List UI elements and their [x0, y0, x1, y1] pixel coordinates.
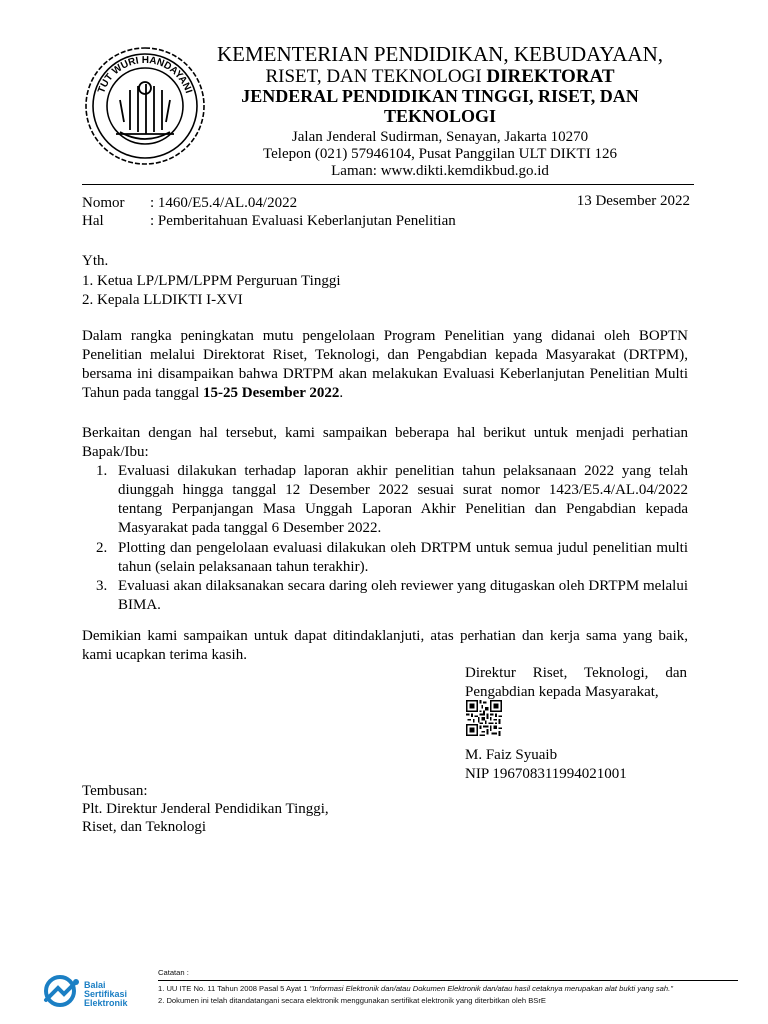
list-item — [96, 462, 688, 538]
salutation: Yth. — [82, 253, 109, 269]
recipient-item: 2. Kepala LLDIKTI I-XVI — [82, 292, 243, 308]
letterhead-directorate-cont: TEKNOLOGI — [383, 106, 497, 126]
nomor-label: Nomor — [82, 195, 125, 211]
letterhead-line2 — [215, 66, 665, 88]
signatory-nip: NIP 196708311994021001 — [465, 766, 627, 782]
footer-note-1-law: 1. UU ITE No. 11 Tahun 2008 Pasal 5 Ayat 1 — [158, 984, 310, 993]
paragraph-attention: Berkaitan dengan hal tersebut, kami sampaikan beberapa hal berikut untuk menjadi perhatian Bapak/Ibu: — [82, 425, 688, 460]
letterhead-phone: Telepon (021) 57946104, Pusat Panggilan ULT DIKTI 126 — [263, 146, 617, 162]
paragraph-intro-end: . — [339, 385, 344, 401]
letterhead-ministry: KEMENTERIAN PENDIDIKAN, KEBUDAYAAN, — [216, 42, 664, 66]
letterhead-line2-regular: RISET, DAN TEKNOLOGI — [265, 66, 487, 87]
letterhead-address: Jalan Jenderal Sudirman, Senayan, Jakarta 10270 — [291, 129, 589, 145]
letterhead-line2-bold: DIREKTORAT — [486, 66, 615, 87]
footer-note-1-quote: "Informasi Elektronik dan/atau Dokumen Elektronik dan/atau hasil cetaknya merupakan alat bukti yang sah." — [309, 984, 673, 993]
tembusan-label: Tembusan: — [82, 783, 148, 799]
list-item-text: Plotting dan pengelolaan evaluasi dilakukan oleh DRTPM untuk semua judul penelitian multi tahun (selain pelaksanaan tahun terakhir). — [118, 540, 688, 575]
hal-label: Hal — [82, 213, 104, 229]
bsre-logo-icon — [38, 974, 82, 1008]
list-item-number: 2. — [96, 540, 108, 556]
list-item-text: Evaluasi akan dilaksanakan secara daring oleh reviewer yang ditugaskan oleh DRTPM melalui BIMA. — [118, 578, 688, 613]
bsre-label: Elektronik — [84, 998, 128, 1008]
footer-divider — [158, 980, 738, 981]
tembusan-line: Plt. Direktur Jenderal Pendidikan Tinggi, — [82, 801, 329, 817]
hal-value: : Pemberitahuan Evaluasi Keberlanjutan Penelitian — [150, 213, 456, 229]
paragraph-intro — [82, 327, 688, 403]
list-item — [96, 539, 688, 577]
nomor-value: : 1460/E5.4/AL.04/2022 — [150, 195, 298, 211]
bsre-label: Balai — [84, 980, 106, 990]
svg-text:TUT WURI HANDAYANI: TUT WURI HANDAYANI — [96, 54, 194, 95]
signatory-title: Direktur Riset, Teknologi, dan Pengabdian kepada Masyarakat, — [465, 665, 687, 700]
qr-code-icon — [466, 700, 502, 736]
tembusan-line: Riset, dan Teknologi — [82, 819, 207, 835]
footer-note-2: 2. Dokumen ini telah ditandatangani secara elektronik menggunakan sertifikat elektronik yang diterbitkan oleh BSrE — [158, 996, 546, 1005]
paragraph-closing: Demikian kami sampaikan untuk dapat ditindaklanjuti, atas perhatian dan kerja sama yang baik, kami ucapkan terima kasih. — [82, 628, 688, 663]
letterhead-website: Laman: www.dikti.kemdikbud.go.id — [331, 163, 549, 179]
list-item-number: 3. — [96, 578, 108, 594]
bsre-label: Sertifikasi — [84, 989, 128, 999]
tut-wuri-handayani-logo — [80, 42, 210, 170]
list-item-number: 1. — [96, 463, 108, 479]
evaluation-date-range: 15-25 Desember 2022 — [203, 385, 340, 401]
list-item — [96, 577, 688, 615]
list-item-text: Evaluasi dilakukan terhadap laporan akhir penelitian tahun pelaksanaan 2022 yang telah diunggah hingga tanggal 12 Desember 2022 sesuai surat nomor 1423/E5.4/AL.04/2022 tentang Perpanjangan Masa Unggah Laporan Akhir Penelitian dan Pengabdian kepada Masyarakat pada tanggal 6 Desember 2022. — [118, 463, 688, 536]
letter-date: 13 Desember 2022 — [576, 193, 690, 209]
recipient-item: 1. Ketua LP/LPM/LPPM Perguruan Tinggi — [82, 273, 341, 289]
letterhead-directorate: JENDERAL PENDIDIKAN TINGGI, RISET, DAN — [241, 86, 639, 106]
footer-note-1 — [158, 984, 673, 994]
footer-catatan: Catatan : — [158, 968, 189, 977]
signatory-name: M. Faiz Syuaib — [465, 747, 558, 763]
paragraph-intro-text: Dalam rangka peningkatan mutu pengelolaan Program Penelitian yang didanai oleh BOPTN Penelitian melalui Direktorat Riset, Teknologi, dan Pengabdian kepada Masyarakat (DRTPM), bersama ini disampaikan bahwa DRTPM akan melakukan Evaluasi Keberlanjutan Penelitian Multi Tahun pada tanggal — [82, 328, 688, 401]
letterhead-divider — [82, 184, 694, 185]
